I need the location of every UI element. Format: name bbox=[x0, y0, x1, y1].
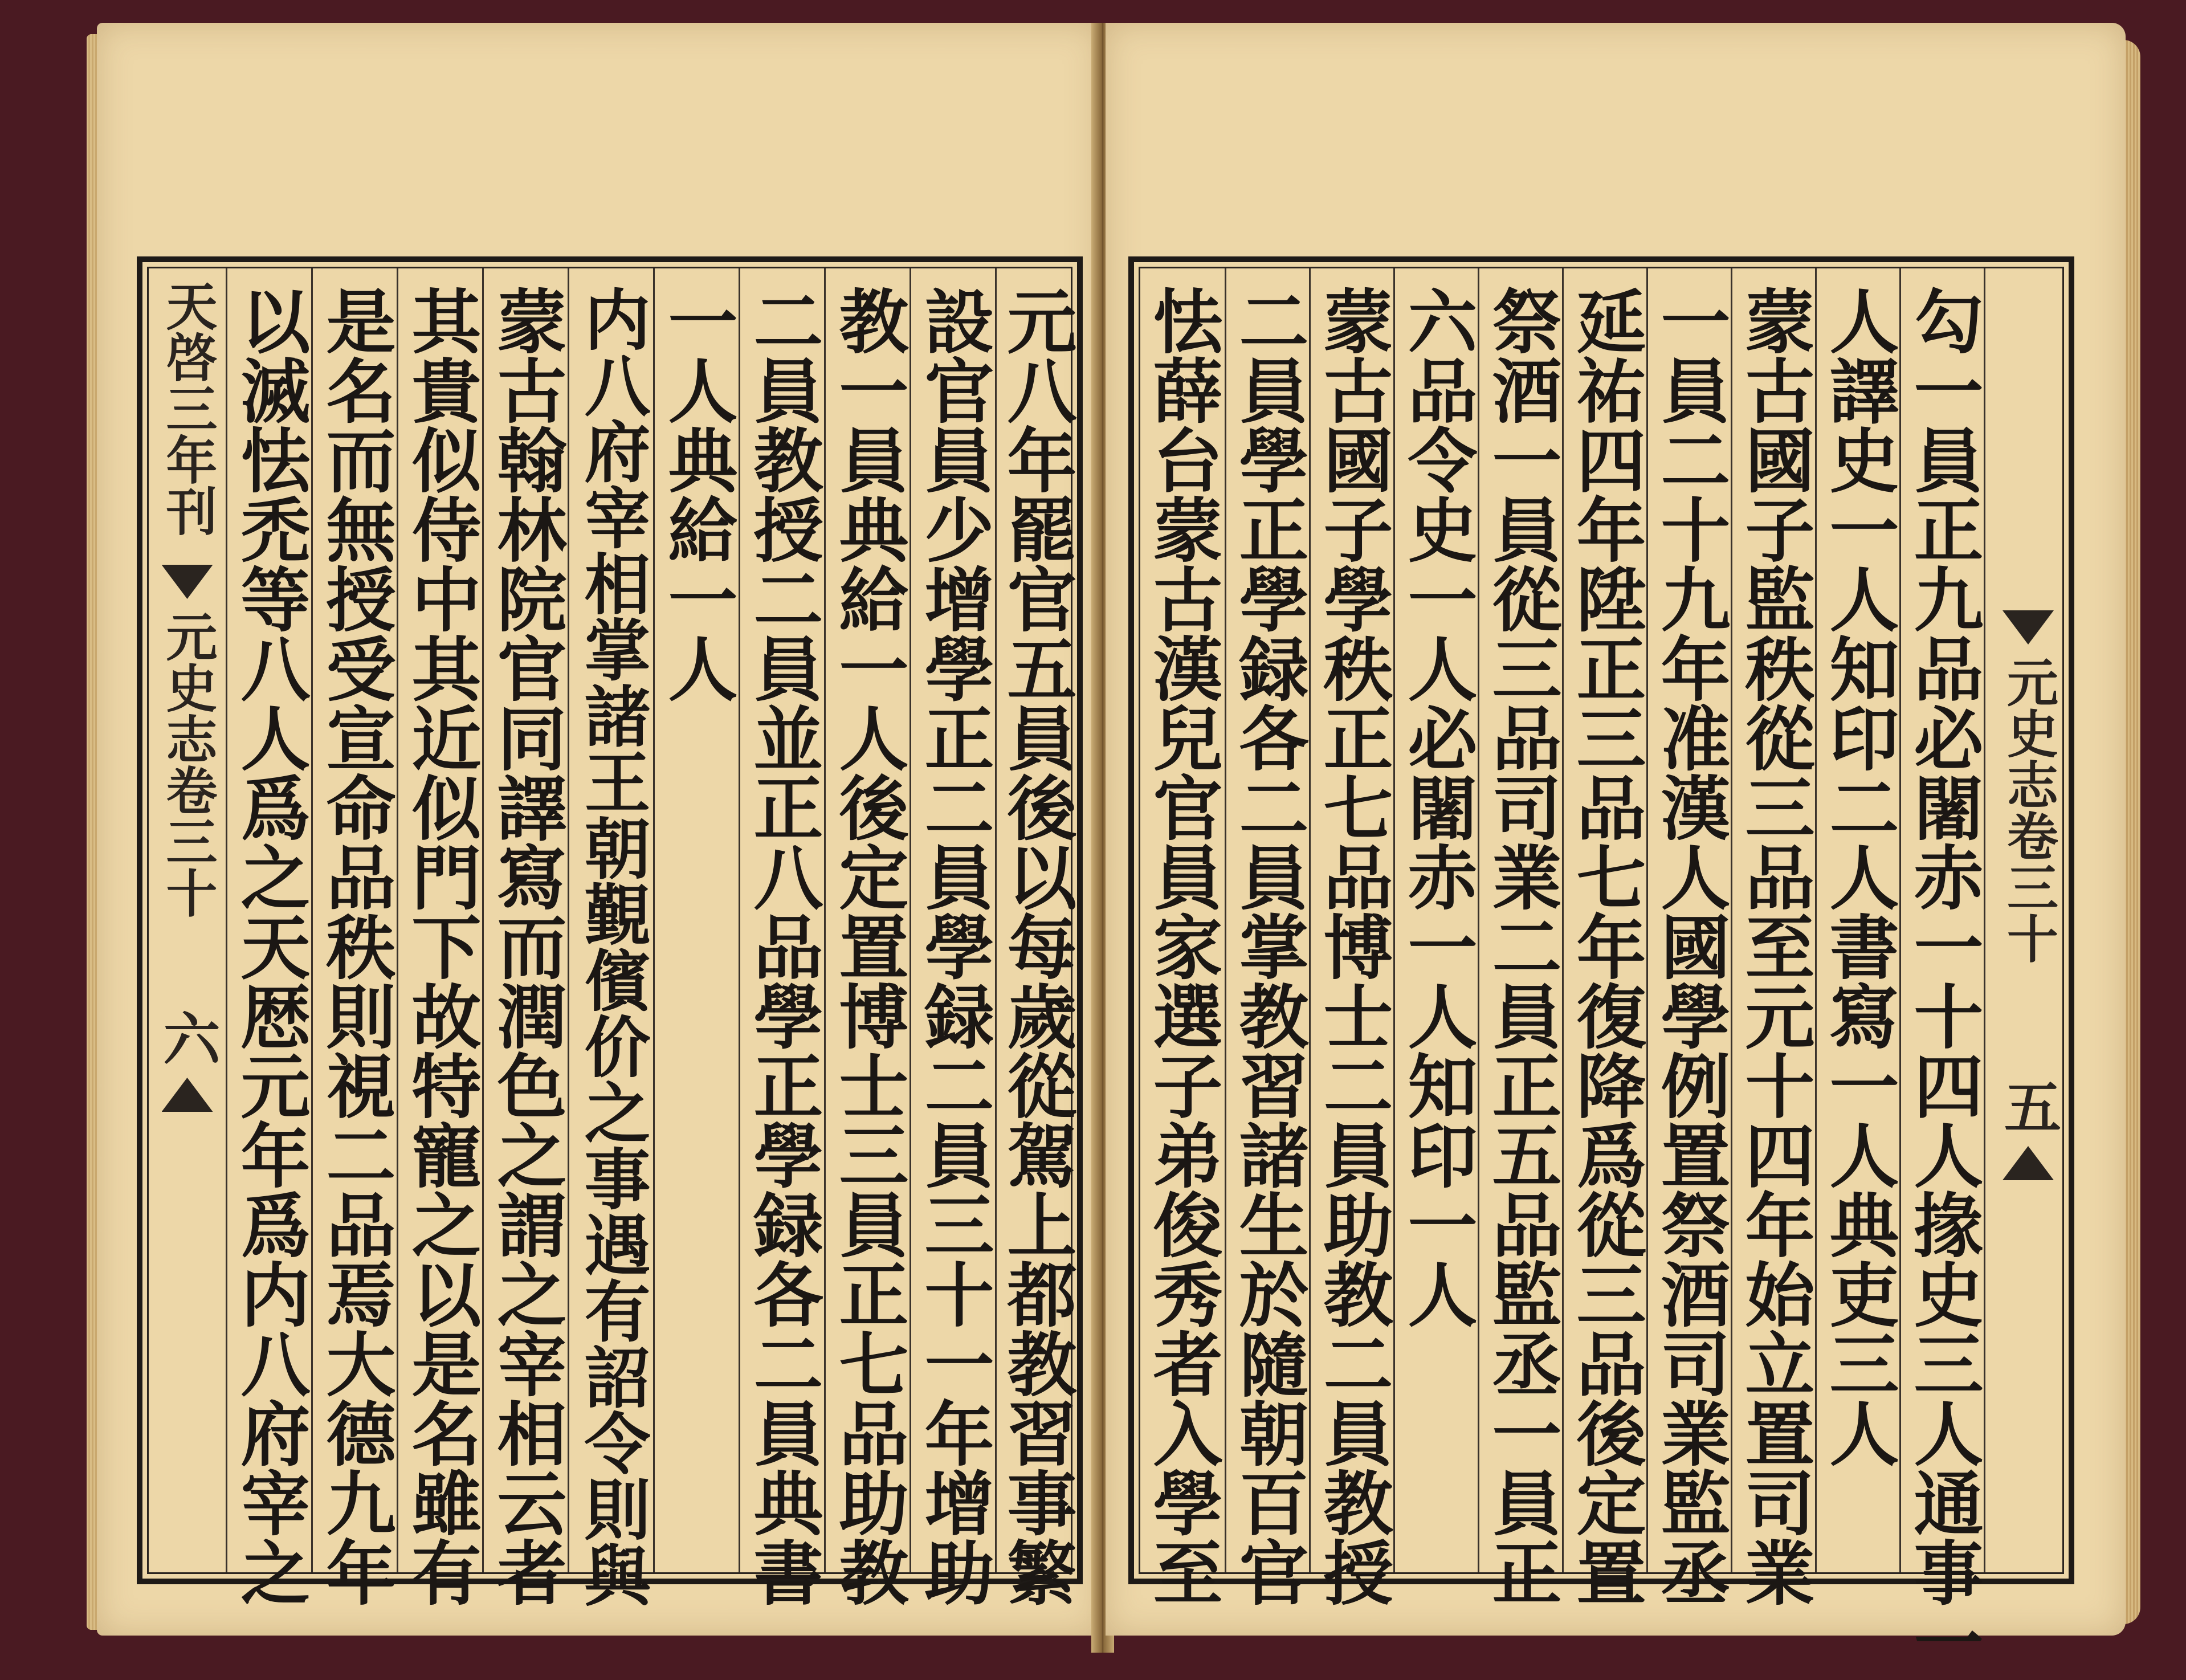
text-column bbox=[1225, 268, 1311, 1606]
column-text: 祭酒一員從三品司業二員正五品監丞一員正 bbox=[1481, 286, 1563, 1606]
text-column bbox=[1899, 268, 1985, 1676]
column-text: 二員學正學録各二員掌教習諸生於隨朝百官 bbox=[1227, 286, 1310, 1606]
banxin-page-number: 五 bbox=[1995, 1078, 2062, 1135]
text-column bbox=[1309, 268, 1395, 1606]
fish-tail-mark-top bbox=[2003, 610, 2054, 645]
column-text: 其貴似侍中其近似門下故特寵之以是名雖有 bbox=[400, 286, 482, 1606]
banxin-title: 元史志卷三十 bbox=[157, 610, 218, 918]
text-column bbox=[1646, 268, 1732, 1606]
text-column bbox=[739, 268, 826, 1606]
text-column bbox=[1478, 268, 1564, 1606]
right-banxin bbox=[1984, 268, 2071, 1572]
fish-tail-mark-top bbox=[162, 565, 213, 599]
column-text: 蒙古翰林院官同譯寫而潤色之謂之宰相云者 bbox=[486, 286, 568, 1606]
column-text: 六品令史一人必闍赤一人知印一人 bbox=[1396, 286, 1478, 1328]
text-column bbox=[311, 268, 398, 1606]
column-text: 人譯史一人知印二人書寫一人典吏三人 bbox=[1818, 286, 1900, 1467]
banxin-title: 元史志卷三十 bbox=[1998, 656, 2058, 964]
text-column bbox=[1393, 268, 1479, 1572]
column-text: 怯薛台蒙古漢兒官員家選子弟俊秀者入學至 bbox=[1141, 286, 1223, 1606]
text-column bbox=[824, 268, 911, 1606]
left-page-inner-border bbox=[147, 267, 1078, 1608]
text-column bbox=[1731, 268, 1817, 1606]
column-text: 教一員典給一人後定置博士三員正七品助教 bbox=[827, 286, 910, 1606]
left-banxin bbox=[149, 268, 226, 1572]
text-column bbox=[910, 268, 997, 1606]
text-column bbox=[995, 268, 1078, 1606]
column-text: 是名而無授受宣命品秩則視二品焉大德九年 bbox=[315, 286, 397, 1606]
column-text: 勾一員正九品必闍赤一十四人掾史三人通事一 bbox=[1902, 286, 1984, 1676]
fish-tail-mark-bottom bbox=[162, 1078, 213, 1112]
left-page bbox=[97, 23, 1100, 1636]
text-column bbox=[226, 268, 313, 1606]
right-page-frame bbox=[1128, 256, 2074, 1676]
fish-tail-mark-bottom bbox=[2003, 1146, 2054, 1180]
column-text: 蒙古國子學秩正七品博士二員助教二員教授 bbox=[1312, 286, 1394, 1606]
column-text: 元八年罷官五員後以每歲從駕上都教習事繁 bbox=[996, 286, 1078, 1606]
column-text: 設官員少增學正二員學録二員三十一年增助 bbox=[913, 286, 995, 1606]
column-text: 一員二十九年准漢人國學例置祭酒司業監丞 bbox=[1649, 286, 1731, 1606]
right-page bbox=[1106, 23, 2126, 1676]
left-page-frame bbox=[137, 256, 1083, 1608]
open-book bbox=[97, 23, 2126, 1676]
column-text: 一人典給一人 bbox=[656, 286, 739, 703]
text-column bbox=[482, 268, 569, 1606]
text-column bbox=[653, 268, 740, 1572]
text-column bbox=[397, 268, 484, 1606]
banxin-page-number: 六 bbox=[153, 1009, 221, 1066]
banxin-edition: 天啓三年刊 bbox=[157, 280, 218, 536]
column-text: 二員教授二員並正八品學正學録各二員典書 bbox=[742, 286, 824, 1606]
right-page-inner-border bbox=[1139, 267, 2064, 1676]
column-text: 延祐四年陞正三品七年復降爲從三品後定置 bbox=[1565, 286, 1647, 1606]
text-column bbox=[1140, 268, 1225, 1606]
text-column bbox=[1562, 268, 1648, 1606]
column-text: 内八府宰相掌諸王朝覲儐价之事遇有詔令則與 bbox=[573, 286, 651, 1608]
column-text: 以滅怯禿等八人爲之天厯元年爲内八府宰之 bbox=[229, 286, 311, 1606]
text-column bbox=[1815, 268, 1901, 1572]
column-text: 蒙古國子監秩從三品至元十四年始立置司業 bbox=[1734, 286, 1816, 1606]
text-column bbox=[568, 268, 655, 1608]
